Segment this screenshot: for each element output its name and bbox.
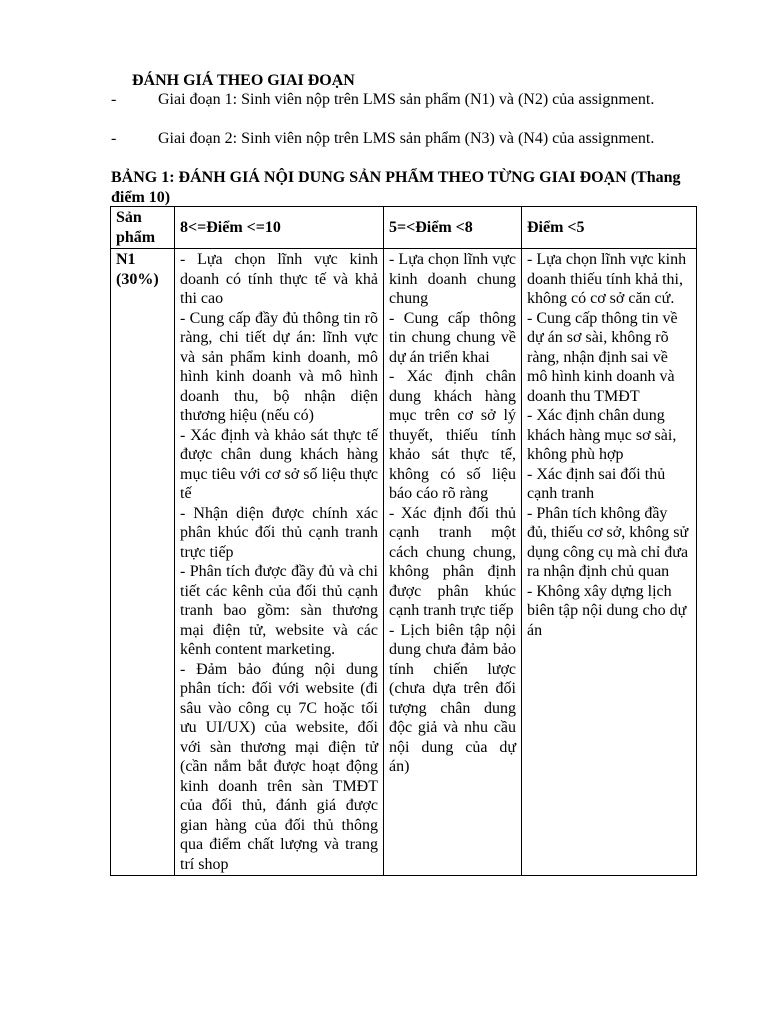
product-code: N1: [116, 251, 136, 268]
stage-item-2: [111, 129, 694, 149]
criteria-item: - Cung cấp đầy đủ thông tin rõ ràng, chi tiết dự án: lĩnh vực và sản phẩm kinh doanh, mô hình kinh doanh và mô hình doanh thu, bộ nhận diện thương hiệu (nếu có): [180, 309, 378, 424]
criteria-item: - Không xây dựng lịch biên tập nội dung cho dự án: [527, 582, 687, 639]
table-header-row: [111, 207, 697, 249]
criteria-item: - Lựa chọn lĩnh vực kinh doanh có tính thực tế và khả thi cao: [180, 251, 378, 307]
stage-item-1: [111, 90, 694, 110]
criteria-item: - Phân tích được đầy đủ và chi tiết các kênh của đối thủ cạnh tranh bao gồm: sàn thương mại điện tử, website và các kênh content marketing.: [180, 563, 378, 658]
criteria-item: - Xác định chân dung khách hàng mục sơ sài, không phù hợp: [527, 407, 677, 463]
column-header-high: 8<=Điểm <=10: [175, 207, 384, 249]
criteria-item: - Xác định chân dung khách hàng mục trên cơ sở lý thuyết, thiếu tính khảo sát thực tế, không có số liệu báo cáo rõ ràng: [389, 368, 516, 502]
section-heading: ĐÁNH GIÁ THEO GIAI ĐOẠN: [132, 72, 355, 89]
criteria-cell-high: [175, 249, 384, 876]
criteria-item: - Lựa chọn lĩnh vực kinh doanh chung chung: [389, 251, 516, 307]
criteria-item: - Phân tích không đầy đủ, thiếu cơ sở, không sử dụng công cụ mà chỉ đưa ra nhận định chủ quan: [527, 504, 689, 580]
criteria-item: - Cung cấp thông tin về dự án sơ sài, không rõ ràng, nhận định sai về mô hình kinh doanh và doanh thu TMĐT: [527, 309, 678, 405]
criteria-item: - Lịch biên tập nội dung chưa đảm bảo tính chiến lược (chưa dựa trên đối tượng chân dung độc giả và nhu cầu nội dung của dự án): [389, 621, 516, 775]
criteria-item: - Cung cấp thông tin chung chung về dự án triển khai: [389, 309, 516, 366]
criteria-item: - Nhận diện được chính xác phân khúc đối thủ cạnh tranh trực tiếp: [180, 504, 378, 561]
row-product-label: [111, 249, 175, 876]
stage-item-text: Giai đoạn 2: Sinh viên nộp trên LMS sản phẩm (N3) và (N4) của assignment.: [158, 130, 655, 147]
criteria-item: - Xác định sai đối thủ cạnh tranh: [527, 465, 666, 502]
column-header-low: Điểm <5: [522, 207, 697, 249]
criteria-cell-mid: [384, 249, 522, 876]
evaluation-table: [110, 206, 697, 876]
bullet-dash: -: [111, 91, 117, 108]
criteria-item: - Đảm bảo đúng nội dung phân tích: đối với website (đi sâu vào công cụ 7C hoặc tối ưu UI/UX) của website, đối với sàn thương mại điện tử (cần nắm bắt được hoạt động kinh doanh trên sàn TMĐT của đối thủ, đánh giá được gian hàng của đối thủ thông qua điểm chất lượng và trang trí shop: [180, 660, 378, 873]
criteria-cell-low: [522, 249, 697, 876]
column-header-mid: 5=<Điểm <8: [384, 207, 522, 249]
criteria-item: - Xác định đối thủ cạnh tranh một cách chung chung, không phân định được phân khúc cạnh tranh trực tiếp: [389, 504, 516, 619]
criteria-item: - Lựa chọn lĩnh vực kinh doanh thiếu tính khả thi, không có cơ sở căn cứ.: [527, 251, 687, 307]
bullet-dash: -: [111, 130, 117, 147]
table-row: [111, 249, 697, 876]
stage-item-text: Giai đoạn 1: Sinh viên nộp trên LMS sản phẩm (N1) và (N2) của assignment.: [158, 91, 655, 108]
product-weight: (30%): [116, 270, 159, 288]
column-header-product: Sản phẩm: [111, 207, 175, 249]
table-title: BẢNG 1: ĐÁNH GIÁ NỘI DUNG SẢN PHẨM THEO TỪNG GIAI ĐOẠN (Thang điểm 10): [111, 169, 681, 206]
criteria-item: - Xác định và khảo sát thực tế được chân dung khách hàng mục tiêu với cơ sở số liệu thực tế: [180, 426, 378, 502]
